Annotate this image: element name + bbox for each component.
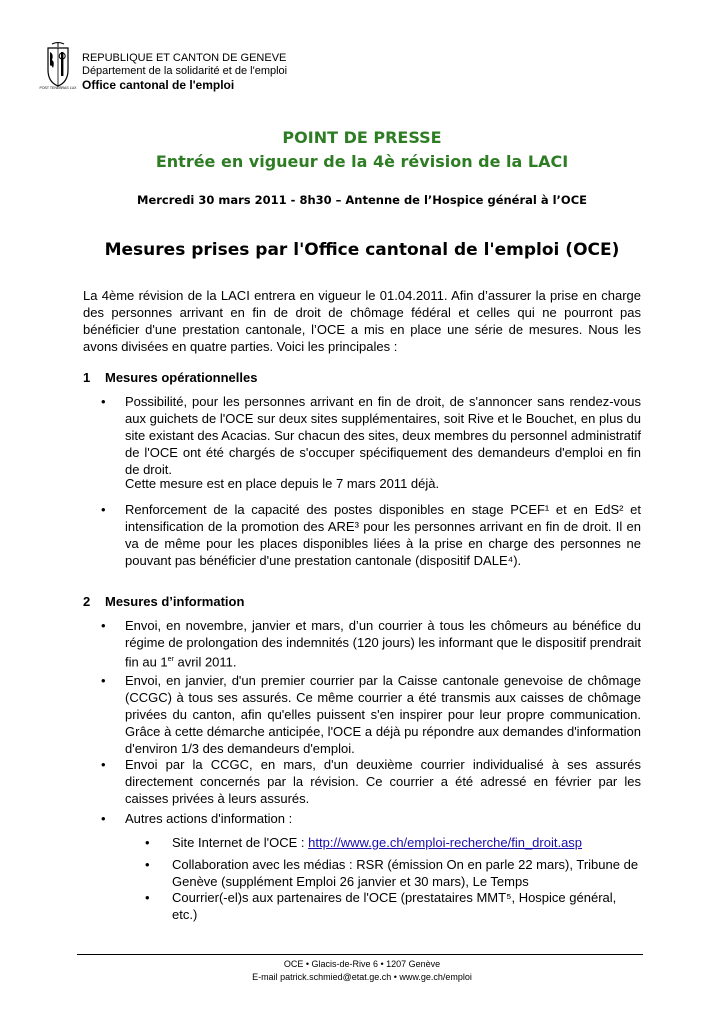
- list-item-text: Renforcement de la capacité des postes disponibles en stage PCEF¹ et en EdS² et intensification de la promotion des ARE³ pour les personnes arrivant en fin de droit. Il en va de même pour les places disponibles liées à la prise en charge des personnes ne pouvant pas bénéficier d'une prestation cantonale (dispositif DALE⁴).: [125, 502, 641, 568]
- bullet-icon: •: [145, 835, 150, 850]
- list-item-text: Envoi par la CCGC, en mars, d'un deuxième courrier individualisé à ses assurés directement concernés par la révision. Ce courrier a été adressé en février par les caisses privées à leurs assurés.: [125, 757, 641, 806]
- logo-motto: POST TENEBRAS LUX: [39, 86, 77, 90]
- bullet-icon: •: [145, 857, 150, 872]
- sub-list-item-text: Collaboration avec les médias : RSR (émission On en parle 22 mars), Tribune de Genève (supplément Emploi 26 janvier et 30 mars), Le Temps: [172, 857, 639, 889]
- letterhead-text: [82, 52, 287, 92]
- republic-line: REPUBLIQUE ET CANTON DE GENEVE: [82, 52, 287, 64]
- section-1-heading: [83, 370, 257, 385]
- section-number: 1: [83, 370, 91, 385]
- bullet-icon: •: [101, 394, 106, 409]
- list-item-text: Possibilité, pour les personnes arrivant en fin de droit, de s'annoncer sans rendez-vous aux guichets de l'OCE sur deux sites supplémentaires, soit Rive et le Bouchet, en plus du site existant des Acacias. Sur chacun des sites, deux membres du personnel administratif de l'OCE ont été chargés de s'occuper spécifiquement des demandeurs d'emploi en fin de droit.: [125, 394, 641, 477]
- section-number: 2: [83, 594, 91, 609]
- list-item-text: Envoi, en novembre, janvier et mars, d’un courrier à tous les chômeurs au bénéfice du régime de prolongation des indemnités (120 jours) les informant que le dispositif prendrait fin au 1er avril 2011.: [125, 618, 641, 670]
- list-item: [101, 393, 641, 478]
- section-2-heading: [83, 594, 244, 609]
- footer-divider: [77, 954, 643, 955]
- oce-website-link[interactable]: http://www.ge.ch/emploi-recherche/fin_droit.asp: [308, 835, 583, 850]
- note-text: Cette mesure est en place depuis le 7 mars 2011 déjà.: [125, 476, 440, 491]
- list-item: [101, 672, 641, 757]
- footer-contact: E-mail patrick.schmied@etat.ge.ch • www.ge.ch/emploi: [252, 972, 472, 982]
- list-item: [101, 501, 641, 569]
- office-line: Office cantonal de l'emploi: [82, 78, 235, 92]
- list-item: [101, 617, 641, 668]
- bullet-icon: •: [101, 618, 106, 633]
- list-item: [101, 756, 641, 807]
- sub-list-item-text: Courrier(-el)s aux partenaires de l'OCE (prestataires MMT⁵, Hospice général, etc.): [172, 890, 617, 922]
- bullet-icon: •: [101, 757, 106, 772]
- bullet-icon: •: [145, 890, 150, 905]
- list-item-text: Autres actions d'information :: [125, 811, 293, 826]
- sub-list-item: [145, 889, 641, 923]
- letterhead: [39, 40, 342, 100]
- document-heading: Mesures prises par l'Office cantonal de l'emploi (OCE): [104, 240, 620, 260]
- department-line: Département de la solidarité et de l'emploi: [82, 65, 288, 77]
- press-subject: Entrée en vigueur de la 4è révision de la LACI: [155, 152, 569, 171]
- press-title: POINT DE PRESSE: [282, 128, 442, 147]
- intro-paragraph: La 4ème révision de la LACI entrera en vigueur le 01.04.2011. Afin d’assurer la prise en charge des personnes arrivant en fin de droit de chômage fédéral et celles qui ne pourront pas bénéficier d'une prestation cantonale, l’OCE a mis en place une série de mesures. Nous les avons divisées en quatre parties. Voici les principales :: [83, 288, 641, 354]
- bullet-icon: •: [101, 811, 106, 826]
- sub-list-item-text: Site Internet de l'OCE : http://www.ge.ch/emploi-recherche/fin_droit.asp: [172, 835, 583, 850]
- bullet-icon: •: [101, 502, 106, 517]
- list-item-text: Envoi, en janvier, d'un premier courrier par la Caisse cantonale genevoise de chômage (CCGC) à tous ses assurés. Ce même courrier a été transmis aux caisses de chômage privées du canton, afin qu'elles puissent s'en inspirer pour leur propre communication. Grâce à cette démarche anticipée, l'OCE a déjà pu répondre aux demandes d'information d'environ 1/3 des demandeurs d'emploi.: [125, 673, 641, 756]
- event-date-location: Mercredi 30 mars 2011 - 8h30 – Antenne de l’Hospice général à l’OCE: [137, 193, 587, 207]
- sub-list-item: [145, 834, 641, 851]
- sub-list-item: [145, 856, 641, 890]
- section-title: Mesures opérationnelles: [105, 370, 258, 385]
- footer-address: OCE • Glacis-de-Rive 6 • 1207 Genève: [283, 959, 441, 969]
- section-title: Mesures d’information: [105, 594, 245, 609]
- list-item: [101, 810, 641, 827]
- bullet-icon: •: [101, 673, 106, 688]
